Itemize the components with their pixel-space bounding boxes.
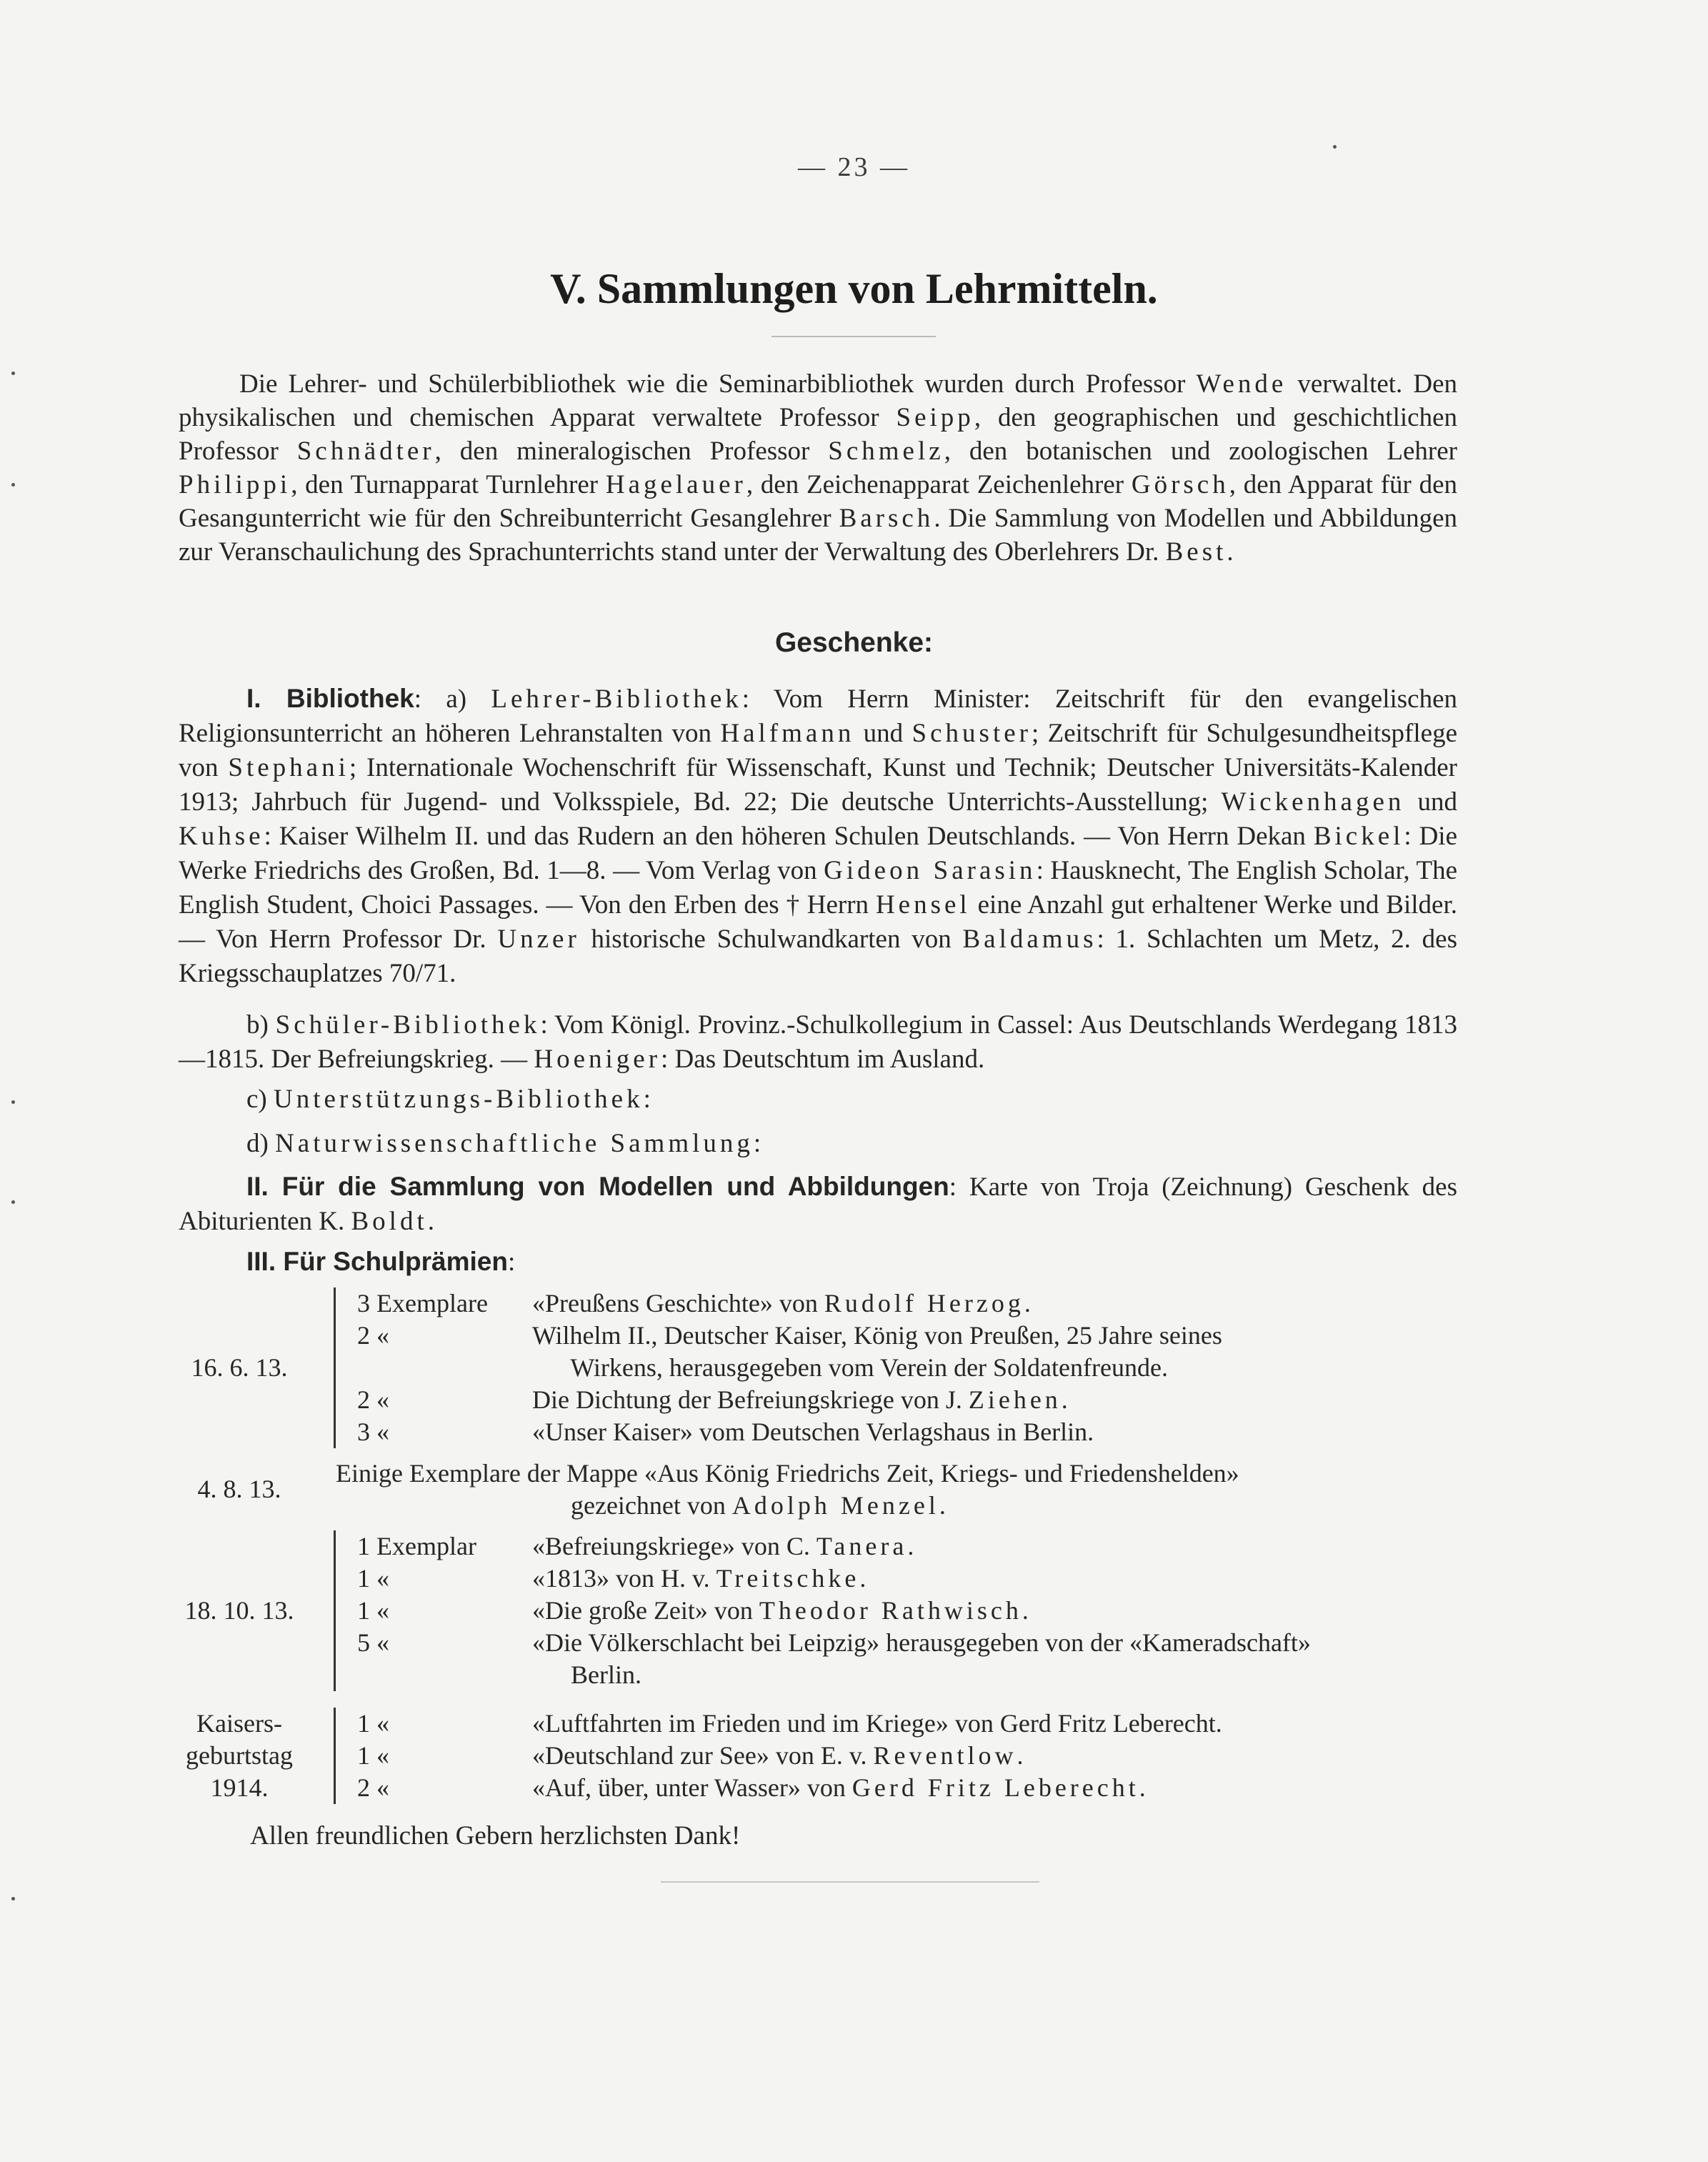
premium-title: «Auf, über, unter Wasser» von Gerd Fritz Leberecht. <box>532 1773 1146 1802</box>
premium-date: 4. 8. 13. <box>197 1475 281 1503</box>
person-name: Bickel <box>1313 822 1404 851</box>
person-name: Halfmann <box>720 719 855 748</box>
ii-text: : Karte von Troja (Zeichnung) Geschenk des Abiturienten K. <box>179 1172 1457 1236</box>
item-prefix: d) <box>246 1129 276 1158</box>
margin-speck <box>11 372 15 375</box>
person-name: Baldamus <box>962 925 1097 954</box>
premium-qty: 1 « <box>357 1596 389 1625</box>
naturwissenschaftliche-sammlung-paragraph <box>179 1127 1457 1161</box>
closing-line: Allen freundlichen Gebern herzlichsten Dank! <box>250 1821 741 1850</box>
premium-group <box>157 1287 1464 1448</box>
group-bracket <box>334 1530 336 1691</box>
schulpraemien-label: III. Für Schulprämien <box>246 1247 508 1276</box>
intro-text: . <box>1227 537 1234 567</box>
margin-speck <box>1333 145 1337 149</box>
bib-text: : Kaiser Wilhelm II. und das Rudern an den höheren Schulen Deutschlands. — Von Herrn Dekan <box>264 822 1314 851</box>
group-bracket <box>334 1708 336 1804</box>
person-name: Hoeniger <box>534 1045 661 1074</box>
person-name: Boldt <box>351 1207 428 1236</box>
bib-text: historische Schulwandkarten von <box>579 925 963 954</box>
schueler-bibliothek-label: Schüler-Bibliothek <box>275 1010 541 1040</box>
bib-text: eine Anzahl gut erhaltener Werke und Bilder. — Von Herrn Professor Dr. <box>179 890 1457 954</box>
person-name: Hagelauer <box>605 470 746 499</box>
premium-qty: 5 « <box>357 1628 389 1657</box>
premium-title: «Luftfahrten im Frieden und im Kriege» von Gerd Fritz Leberecht. <box>532 1709 1222 1738</box>
person-name: Schnädter <box>296 437 435 466</box>
premium-qty: 3 « <box>357 1418 389 1446</box>
section-title: V. Sammlungen von Lehrmitteln. <box>550 265 1158 312</box>
modelle-abbildungen-label: II. Für die Sammlung von Modellen und Abbildungen <box>246 1172 949 1201</box>
b-text: : Das Deutschtum im Ausland. <box>661 1045 985 1074</box>
premium-qty: 2 « <box>357 1385 389 1414</box>
premium-title: Berlin. <box>532 1660 641 1689</box>
intro-paragraph <box>179 367 1457 569</box>
bib-text: : Hausknecht, The English Scholar, The English Student, Choici Passages. — Von den Erben des † Herrn <box>179 856 1457 920</box>
colon: : <box>753 1129 761 1158</box>
bib-text: und <box>1404 787 1457 817</box>
bibliothek-label: I. Bibliothek <box>246 684 414 713</box>
intro-text: . Die Sammlung von Modellen und Abbildungen zur Veranschaulichung des Sprachunterrichts stand unter der Verwaltung des Oberlehrers Dr. <box>179 504 1457 567</box>
person-name: Schmelz <box>828 437 944 466</box>
title-rule <box>771 336 936 337</box>
premium-qty: 2 « <box>357 1773 389 1802</box>
premium-date: geburtstag <box>186 1741 293 1770</box>
person-name: Barsch <box>839 504 934 533</box>
premium-qty: 1 « <box>357 1741 389 1770</box>
person-name: Philippi <box>179 470 291 499</box>
premium-title: Wilhelm II., Deutscher Kaiser, König von Preußen, 25 Jahre seines <box>532 1321 1222 1350</box>
end-rule <box>661 1881 1039 1883</box>
unterstuetzungs-bibliothek-paragraph <box>179 1082 1457 1117</box>
bibliothek-colon: : a) <box>414 684 491 714</box>
bib-text: und <box>854 719 912 748</box>
premium-title: «Befreiungskriege» von C. Tanera. <box>532 1532 914 1560</box>
page-number: — 23 — <box>798 152 910 182</box>
premium-qty: 1 Exemplar <box>357 1532 476 1560</box>
person-name: Kuhse <box>179 822 264 851</box>
schueler-bibliothek-paragraph <box>179 1008 1457 1077</box>
premium-title: «Unser Kaiser» vom Deutschen Verlagshaus in Berlin. <box>532 1418 1094 1446</box>
person-name: Hensel <box>875 890 971 920</box>
margin-speck <box>11 1897 15 1901</box>
premium-date: 16. 6. 13. <box>191 1353 288 1382</box>
colon: : <box>507 1247 516 1277</box>
premium-title: Die Dichtung der Befreiungskriege von J. Ziehen. <box>532 1385 1068 1414</box>
naturwissenschaftliche-sammlung-label: Naturwissenschaftliche Sammlung <box>275 1129 754 1158</box>
bib-text: : Vom Herrn Minister: Zeitschrift für den evangelischen Religionsunterricht an höheren Lehranstalten von <box>179 684 1458 748</box>
intro-text: , den Zeichenapparat Zeichenlehrer <box>746 470 1132 499</box>
intro-text: , den botanischen und zoologischen Lehrer <box>944 437 1457 466</box>
premium-title: «Preußens Geschichte» von Rudolf Herzog. <box>532 1289 1031 1317</box>
premium-qty: 1 « <box>357 1709 389 1738</box>
premium-group <box>157 1530 1464 1691</box>
premium-qty: 3 Exemplare <box>357 1289 488 1317</box>
bib-text: : 1. Schlachten um Metz, 2. des Kriegsschauplatzes 70/71. <box>179 925 1457 988</box>
margin-speck <box>11 1100 15 1104</box>
b-text: : Vom Königl. Provinz.-Schulkollegium in Cassel: Aus Deutschlands Werdegang 1813—1815. Der Befreiungskrieg. — <box>179 1010 1457 1074</box>
person-name: Stephani <box>228 753 349 782</box>
intro-text: , den geographischen und geschichtlichen Professor <box>179 403 1457 466</box>
person-name: Wickenhagen <box>1221 787 1405 817</box>
ii-text: . <box>427 1207 434 1236</box>
premium-title: Wirkens, herausgegeben vom Verein der Soldatenfreunde. <box>532 1353 1168 1382</box>
intro-text: verwaltet. Den physikalischen und chemischen Apparat verwaltete Professor <box>179 369 1457 432</box>
lehrer-bibliothek-label: Lehrer-Bibliothek <box>491 684 742 714</box>
person-name: Seipp <box>896 403 974 432</box>
premium-title: gezeichnet von Adolph Menzel. <box>532 1491 946 1520</box>
premium-date: 18. 10. 13. <box>184 1596 294 1625</box>
person-name: Best <box>1165 537 1227 567</box>
person-name: Unzer <box>497 925 580 954</box>
bib-text: : Die Werke Friedrichs des Großen, Bd. 1—8. — Vom Verlag von <box>179 822 1457 885</box>
person-name: Wende <box>1196 369 1287 399</box>
schulpraemien-paragraph <box>179 1245 1457 1280</box>
premium-group <box>157 1458 1464 1522</box>
intro-text: , den Apparat für den Gesangunterricht wie für den Schreibunterricht Gesanglehrer <box>179 470 1457 533</box>
bib-text: ; Internationale Wochenschrift für Wissenschaft, Kunst und Technik; Deutscher Universitäts-Kalender 1913; Jahrbuch für Jugend- und Volksspiele, Bd. 22; Die deutsche Unterrichts-Ausstellung; <box>179 753 1457 817</box>
premium-title: «Die große Zeit» von Theodor Rathwisch. <box>532 1596 1029 1625</box>
group-bracket <box>334 1287 336 1448</box>
premium-title: «Die Völkerschlacht bei Leipzig» herausgegeben von der «Kameradschaft» <box>532 1628 1311 1657</box>
premium-title: «1813» von H. v. Treitschke. <box>532 1564 867 1593</box>
item-prefix: b) <box>246 1010 276 1040</box>
intro-text: , den Turnapparat Turnlehrer <box>291 470 606 499</box>
intro-text: Die Lehrer- und Schülerbibliothek wie die Seminarbibliothek wurden durch Professor <box>239 369 1197 399</box>
premium-date: 1914. <box>210 1773 269 1802</box>
bib-text: ; Zeitschrift für Schulgesundheitspflege von <box>179 719 1458 782</box>
margin-speck <box>11 483 15 487</box>
geschenke-heading: Geschenke: <box>774 627 934 658</box>
colon: : <box>643 1085 651 1114</box>
bibliothek-paragraph <box>179 682 1457 991</box>
premium-title: Einige Exemplare der Mappe «Aus König Friedrichs Zeit, Kriegs- und Friedenshelden» <box>336 1459 1239 1488</box>
premium-qty: 2 « <box>357 1321 389 1350</box>
premium-date: Kaisers- <box>196 1709 282 1738</box>
modelle-abbildungen-paragraph <box>179 1170 1457 1239</box>
premium-qty: 1 « <box>357 1564 389 1593</box>
item-prefix: c) <box>246 1085 274 1114</box>
person-name: Görsch <box>1131 470 1229 499</box>
intro-text: , den mineralogischen Professor <box>434 437 829 466</box>
premium-title: «Deutschland zur See» von E. v. Reventlow. <box>532 1741 1024 1770</box>
premium-group <box>157 1708 1464 1804</box>
person-name: Gideon Sarasin <box>824 856 1037 885</box>
unterstuetzungs-bibliothek-label: Unterstützungs-Bibliothek <box>274 1085 644 1114</box>
person-name: Schuster <box>912 719 1032 748</box>
margin-speck <box>11 1200 15 1204</box>
